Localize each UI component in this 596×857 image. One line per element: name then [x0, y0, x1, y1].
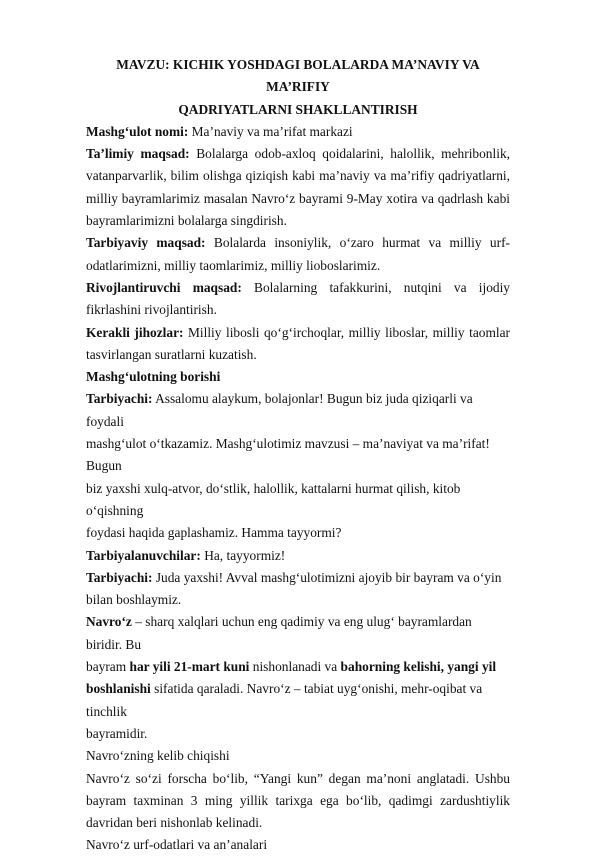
- lesson-name-text: Ma’naviy va ma’rifat markazi: [188, 123, 353, 139]
- educational-goal-label: Ta’limiy maqsad:: [86, 146, 190, 162]
- upbringing-goal-text: Bolalarda insoniylik, o‘zaro hurmat va milliy urf-odatlarimizni, milliy taomlarimiz, milliy lioboslarimiz.: [86, 235, 511, 273]
- title-line-2: QADRIYATLARNI SHAKLLANTIRISH: [178, 101, 418, 117]
- teacher-line: bilan boshlaymiz.: [86, 592, 182, 608]
- pupils-answer-paragraph: [86, 545, 510, 567]
- teacher-line: Assalomu alaykum, bolajonlar! Bugun biz juda qiziqarli va foydali: [86, 391, 473, 429]
- teacher-line: biz yaxshi xulq-atvor, do‘stlik, halollik, kattalarni hurmat qilish, kitob o‘qishning: [86, 480, 461, 518]
- equipment-label: Kerakli jihozlar:: [86, 324, 184, 340]
- title-line-1: MAVZU: KICHIK YOSHDAGI BOLALARDA MA’NAVIY VA MA’RIFIY: [116, 57, 480, 95]
- teacher-intro-paragraph: [86, 567, 510, 612]
- document-page: [86, 54, 510, 857]
- equipment-paragraph: [86, 322, 510, 367]
- origin-paragraph: Navro‘z so‘zi forscha bo‘lib, “Yangi kun” degan ma’noni anglatadi. Ushbu bayram taxminan 3 ming yillik tarixga ega bo‘lib, qadimgi zardushtiylik davridan beri nishonlab kelinadi.: [86, 770, 510, 831]
- origin-heading: Navro‘zning kelib chiqishi: [86, 748, 230, 764]
- navroz-meaning-cont: boshlanishi: [86, 681, 151, 697]
- lesson-name-paragraph: [86, 121, 510, 143]
- lesson-name-label: Mashg‘ulot nomi:: [86, 123, 189, 139]
- developmental-goal-paragraph: [86, 277, 510, 322]
- navroz-date: har yili 21-mart kuni: [129, 659, 250, 675]
- upbringing-goal-paragraph: [86, 232, 510, 277]
- teacher-label: Tarbiyachi:: [86, 391, 153, 407]
- navroz-label: Navro‘z: [86, 614, 132, 630]
- navroz-meaning: bahorning kelishi, yangi yil: [340, 659, 497, 675]
- developmental-goal-text: Bolalarning tafakkurini, nutqini va ijodiy fikrlashini rivojlantirish.: [86, 279, 511, 318]
- teacher-line: Juda yaxshi! Avval mashg‘ulotimizni ajoyib bir bayram va o‘yin: [152, 569, 502, 585]
- pupils-answer-text: Ha, tayyormiz!: [200, 547, 286, 563]
- developmental-goal-label: Rivojlantiruvchi maqsad:: [86, 279, 242, 295]
- educational-goal-paragraph: [86, 143, 510, 232]
- equipment-text: Milliy libosli qo‘g‘irchoqlar, milliy liboslar, milliy taomlar tasvirlangan suratlarni kuzatish.: [86, 324, 510, 362]
- upbringing-goal-label: Tarbiyaviy maqsad:: [86, 235, 206, 251]
- teacher-label: Tarbiyachi:: [86, 569, 153, 585]
- educational-goal-text: Bolalarga odob-axloq qoidalarini, halollik, mehribonlik, vatanparvarlik, bilim olishga qiziqish kabi ma’naviy va ma’rifiy qadriyatlarni, milliy bayramlarimiz masalan Navro‘z bayrami 9-May xotira va qadrlash kabi bayramlarimizni bolalarga singdirish.: [86, 146, 510, 229]
- page-title: [86, 54, 510, 121]
- teacher-greeting-paragraph: [86, 388, 510, 544]
- navroz-paragraph: Navro‘z – sharq xalqlari uchun eng qadimiy va eng ulug‘ bayramlardan biridir. Bu bayram har yili 21-mart kuni nishonlanadi va bahorning kelishi, yangi yil boshlanishi sifatida qaraladi. Navro‘z – tabiat uyg‘onishi, mehr-oqibat va tinchlik bayramidir.: [86, 614, 497, 741]
- teacher-line: mashg‘ulot o‘tkazamiz. Mashg‘ulotimiz mavzusi – ma’naviyat va ma’rifat! Bugun: [86, 436, 490, 474]
- pupils-label: Tarbiyalanuvchilar:: [86, 547, 201, 563]
- course-heading: Mashg‘ulotning borishi: [86, 369, 221, 385]
- customs-heading: Navro‘z urf-odatlari va an’analari: [86, 837, 268, 853]
- teacher-line: foydasi haqida gaplashamiz. Hamma tayyormi?: [86, 525, 342, 541]
